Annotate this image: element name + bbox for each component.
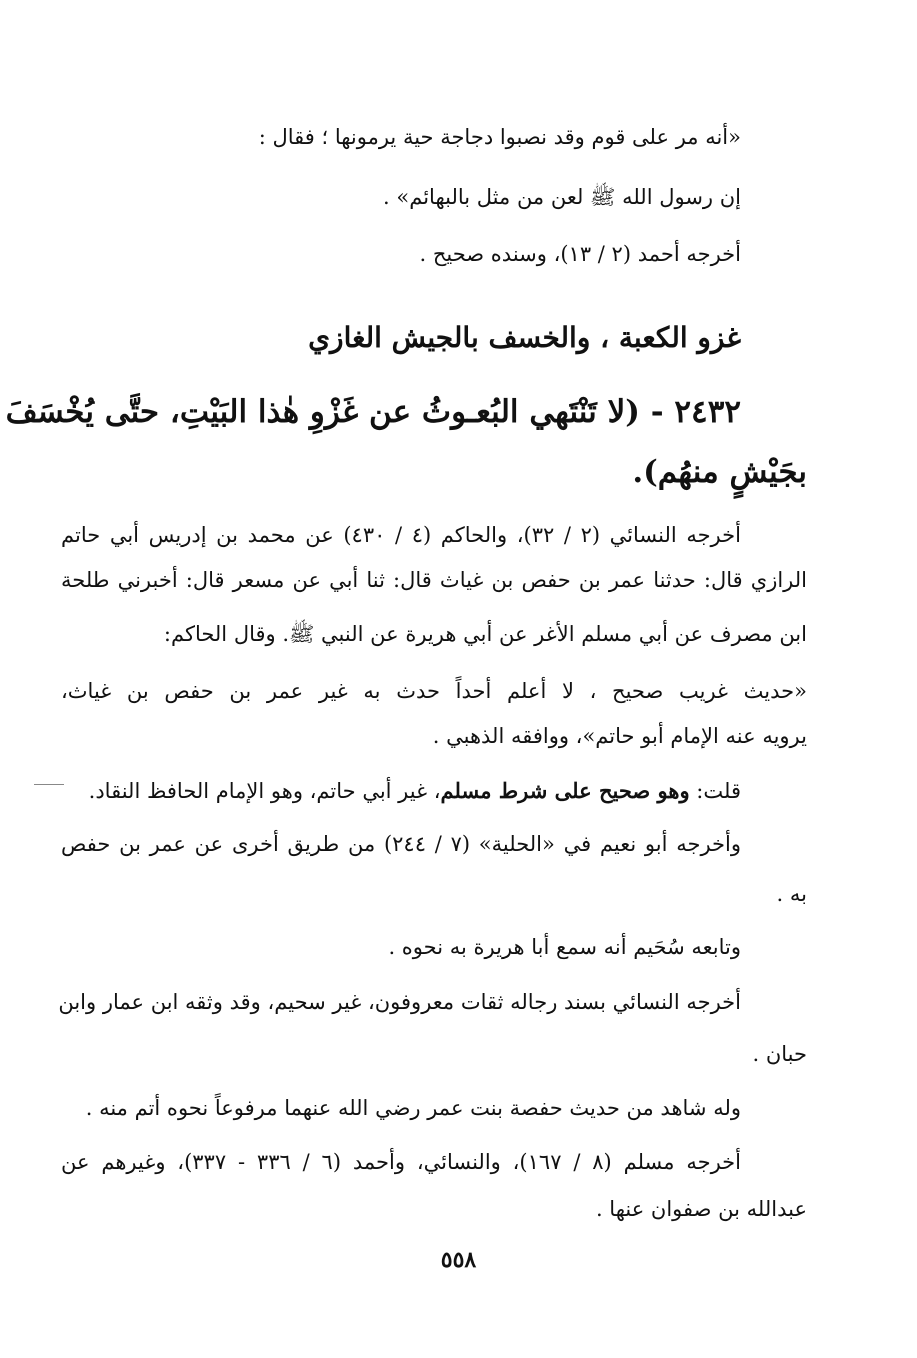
hadith-text-line-1: ٢٤٣٢ - (لا تَنْتَهي البُعـوثُ عن غَزْوِ هٰذا البَيْتِ، حتَّى يُخْسَفَ xyxy=(5,394,741,430)
takhrij-line-1: أخرجه النسائي (٢ / ٣٢)، والحاكم (٤ / ٤٣٠) عن محمد بن إدريس أبي حاتم xyxy=(61,523,741,547)
muslim-line-2: عبدالله بن صفوان عنها . xyxy=(595,1197,807,1221)
qultu-rest: ، غير أبي حاتم، وهو الإمام الحافظ النقاد. xyxy=(88,779,441,803)
qultu-bold: وهو صحيح على شرط مسلم xyxy=(440,778,690,803)
abu-nuaym-line-1: وأخرجه أبو نعيم في «الحلية» (٧ / ٢٤٤) من طريق أخرى عن عمر بن حفص xyxy=(61,832,741,856)
hakim-quote-line-1: «حديث غريب صحيح ، لا أعلم أحداً حدث به غير عمر بن حفص بن غياث، xyxy=(61,679,807,703)
hakim-quote-line-2: يرويه عنه الإمام أبو حاتم»، ووافقه الذهبي . xyxy=(432,724,807,748)
qultu-prefix: قلت: xyxy=(689,779,741,803)
qultu-line xyxy=(89,776,741,806)
nasai-line-1: أخرجه النسائي بسند رجاله ثقات معروفون، غير سحيم، وقد وثقه ابن عمار وابن xyxy=(58,990,741,1014)
page-number: ٥٥٨ xyxy=(440,1247,477,1273)
intro-line-2: إن رسول الله ﷺ لعن من مثل بالبهائم» . xyxy=(383,185,741,209)
hafsa-line: وله شاهد من حديث حفصة بنت عمر رضي الله عنهما مرفوعاً نحوه أتم منه . xyxy=(85,1096,741,1120)
hadith-text-line-2: بجَيْشٍ منهُم). xyxy=(632,454,807,490)
nasai-line-2: حبان . xyxy=(752,1042,807,1066)
margin-mark xyxy=(34,784,64,785)
muslim-line-1: أخرجه مسلم (٨ / ١٦٧)، والنسائي، وأحمد (٦ / ٣٣٦ - ٣٣٧)، وغيرهم عن xyxy=(61,1150,741,1174)
section-heading: غزو الكعبة ، والخسف بالجيش الغازي xyxy=(308,321,741,354)
abu-nuaym-line-2: به . xyxy=(776,882,807,906)
intro-line-1: «أنه مر على قوم وقد نصبوا دجاجة حية يرمونها ؛ فقال : xyxy=(258,125,741,149)
suhaym-line: وتابعه سُحَيم أنه سمع أبا هريرة به نحوه . xyxy=(388,935,741,959)
takhrij-line-3: ابن مصرف عن أبي مسلم الأغر عن أبي هريرة عن النبي ﷺ. وقال الحاكم: xyxy=(163,622,807,646)
takhrij-line-2: الرازي قال: حدثنا عمر بن حفص بن غياث قال: ثنا أبي عن مسعر قال: أخبرني طلحة xyxy=(61,568,807,592)
intro-line-3: أخرجه أحمد (٢ / ١٣)، وسنده صحيح . xyxy=(419,242,741,266)
